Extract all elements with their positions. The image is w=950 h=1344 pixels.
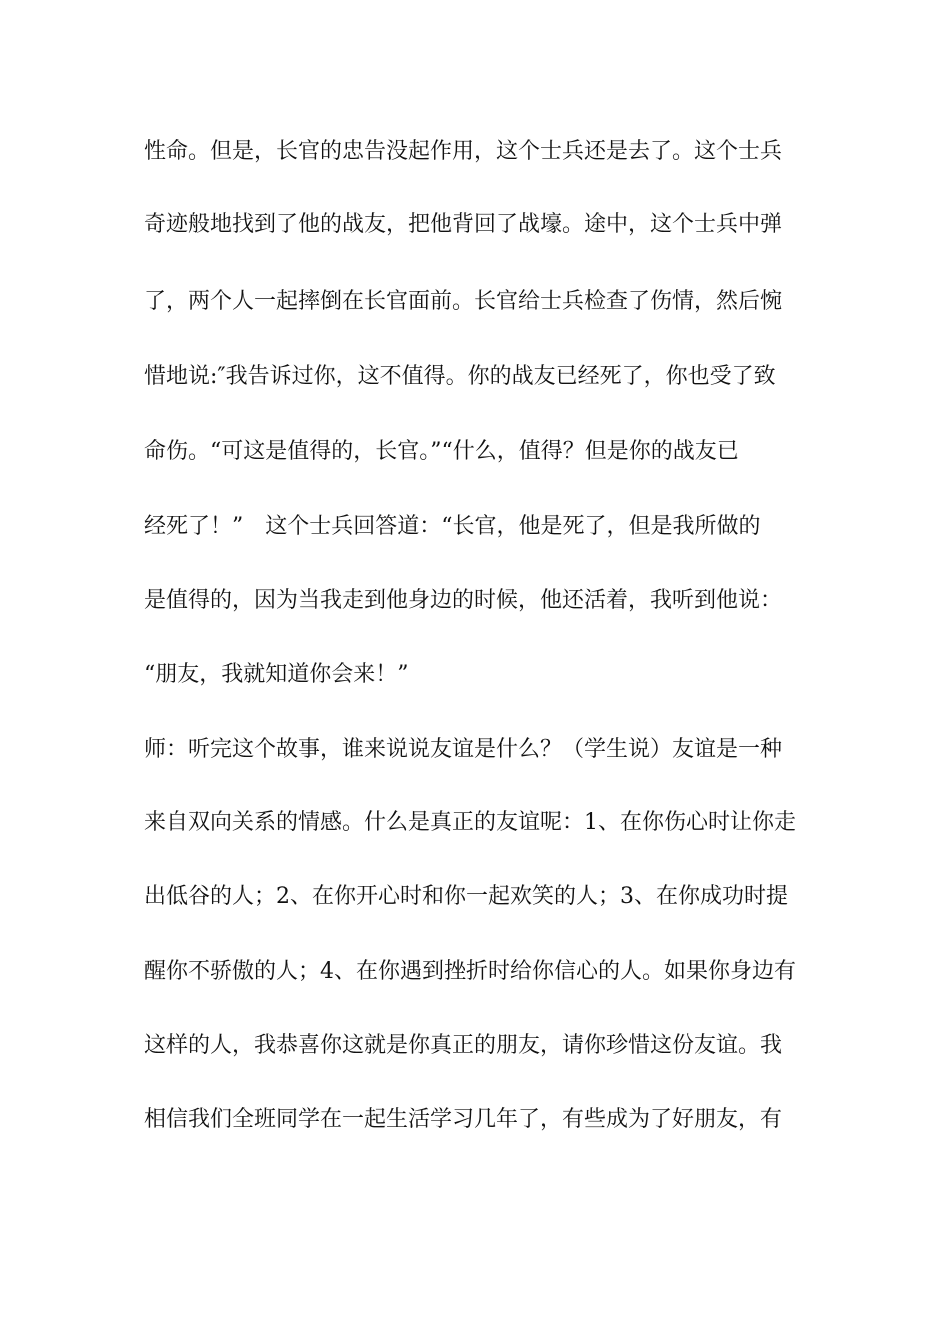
text-line: 奇迹般地找到了他的战友，把他背回了战壕。途中，这个士兵中弹 bbox=[144, 212, 783, 237]
text-line: 命伤。“可这是值得的，长官。”“什么，值得？但是你的战友已 bbox=[144, 439, 739, 464]
text-line: 是值得的，因为当我走到他身边的时候，他还活着，我听到他说： bbox=[144, 588, 783, 613]
text-line: 师：听完这个故事，谁来说说友谊是什么？（学生说）友谊是一种 bbox=[144, 737, 783, 762]
text-line: 出低谷的人；2、在你开心时和你一起欢笑的人；3、在你成功时提 bbox=[144, 884, 788, 909]
text-line: 经死了！” 这个士兵回答道：“长官，他是死了，但是我所做的 bbox=[144, 514, 761, 539]
text-line: 醒你不骄傲的人；4、在你遇到挫折时给你信心的人。如果你身边有 bbox=[144, 959, 796, 984]
text-line: “朋友，我就知道你会来！” bbox=[144, 662, 409, 687]
text-line: 性命。但是，长官的忠告没起作用，这个士兵还是去了。这个士兵 bbox=[144, 139, 783, 164]
text-line: 来自双向关系的情感。什么是真正的友谊呢：1、在你伤心时让你走 bbox=[144, 810, 796, 835]
text-line: 这样的人，我恭喜你这就是你真正的朋友，请你珍惜这份友谊。我 bbox=[144, 1033, 783, 1058]
text-line: 惜地说:″我告诉过你，这不值得。你的战友已经死了，你也受了致 bbox=[144, 364, 776, 389]
text-line: 了，两个人一起摔倒在长官面前。长官给士兵检查了伤情，然后惋 bbox=[144, 289, 783, 314]
text-line: 相信我们全班同学在一起生活学习几年了，有些成为了好朋友，有 bbox=[144, 1107, 783, 1132]
